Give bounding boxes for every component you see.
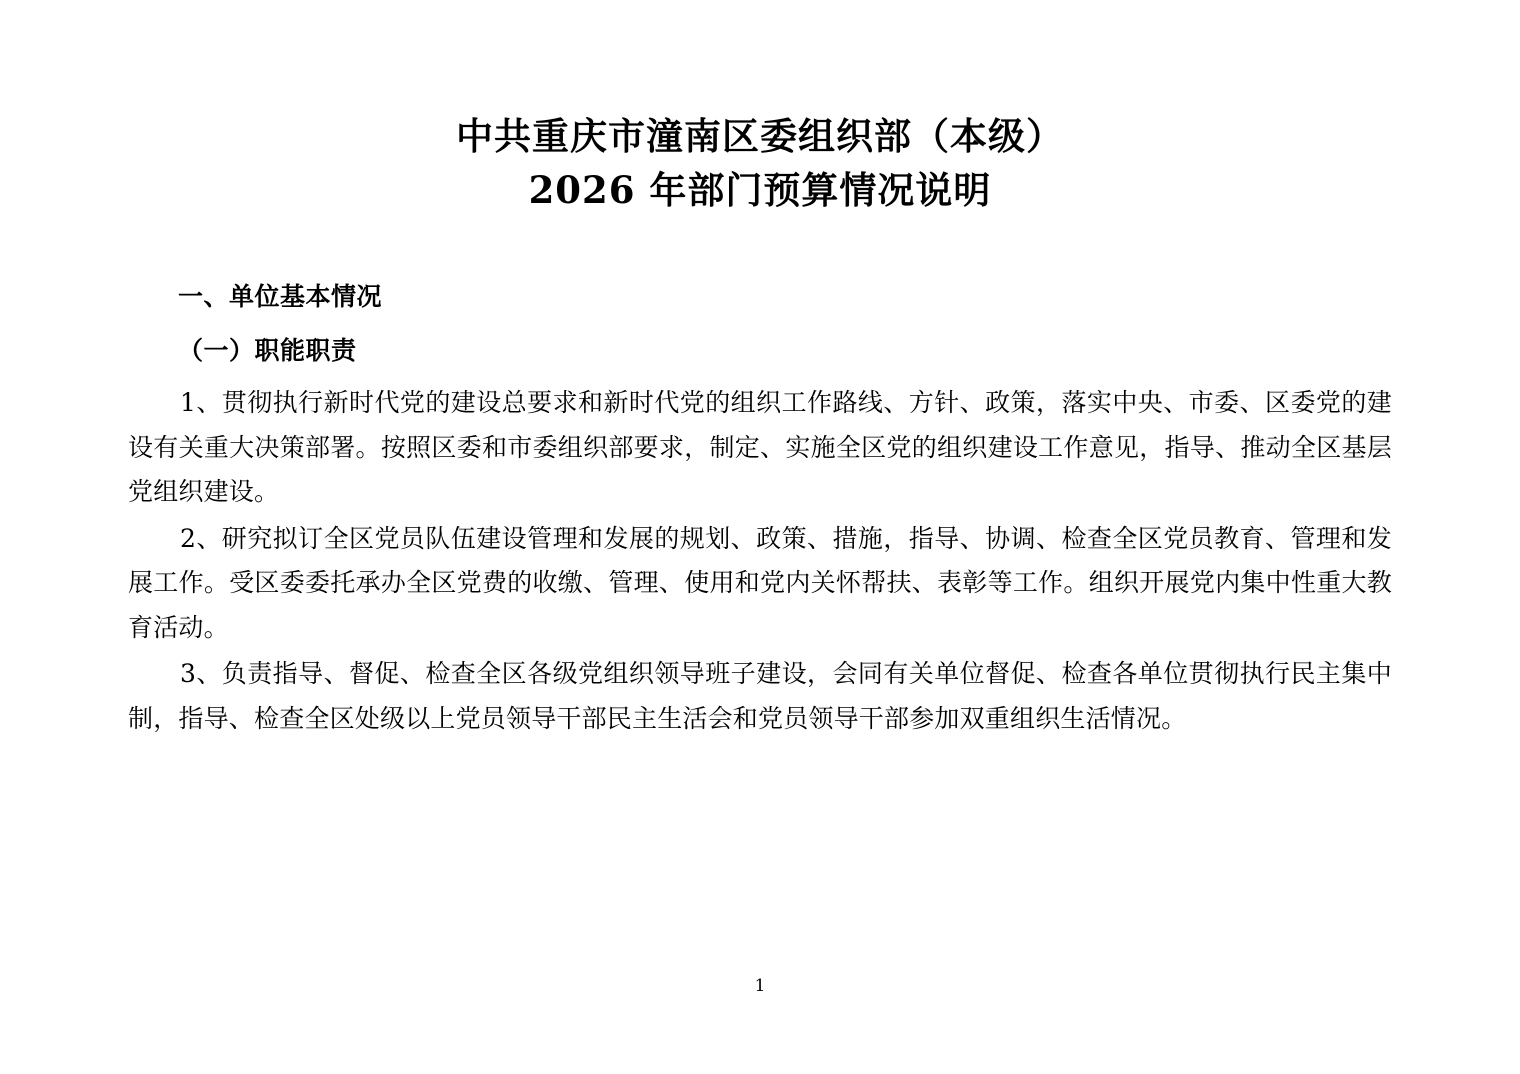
title-spacer [128, 217, 1392, 277]
subsection-heading-duties: （一）职能职责 [178, 336, 357, 366]
page-title-line-2: 2026 年部门预算情况说明 [528, 167, 992, 212]
page-number: 1 [754, 976, 766, 996]
paragraph-2: 2、研究拟订全区党员队伍建设管理和发展的规划、政策、措施，指导、协调、检查全区党员教育、管理和发展工作。受区委委托承办全区党费的收缴、管理、使用和党内关怀帮扶、表彰等工作。组织开展党内集中性重大教育活动。 [128, 523, 1392, 642]
paragraph-3: 3、负责指导、督促、检查全区各级党组织领导班子建设，会同有关单位督促、检查各单位贯彻执行民主集中制，指导、检查全区处级以上党员领导干部民主生活会和党员领导干部参加双重组织生活情况。 [128, 659, 1392, 733]
paragraph-1: 1、贯彻执行新时代党的建设总要求和新时代党的组织工作路线、方针、政策，落实中央、市委、区委党的建设有关重大决策部署。按照区委和市委组织部要求，制定、实施全区党的组织建设工作意见，指导、推动全区基层党组织建设。 [128, 388, 1392, 507]
page-title-line-1: 中共重庆市潼南区委组织部（本级） [456, 114, 1064, 158]
section-heading-basic-info: 一、单位基本情况 [178, 282, 383, 312]
page-title [128, 110, 1392, 217]
